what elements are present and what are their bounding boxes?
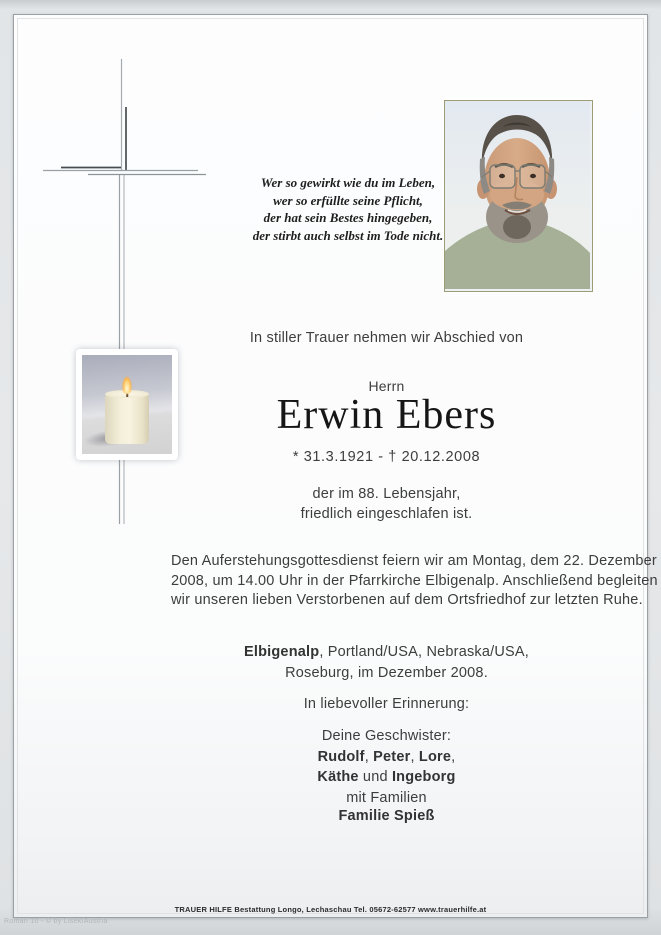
remembrance-line: In liebevoller Erinnerung: — [303, 696, 470, 712]
sibling-name: Ingeborg — [391, 769, 456, 785]
separator: , — [451, 748, 456, 765]
sibling-name: Käthe — [317, 769, 359, 785]
separator: , — [410, 748, 419, 765]
places-line: Roseburg, im Dezember 2008. — [285, 665, 488, 681]
verse-line: Wer so gewirkt wie du im Leben, — [260, 175, 436, 190]
age-block — [159, 484, 614, 524]
funeral-home-footer: TRAUER HILFE Bestattung Longo, Lechaschau Tel. 05672-62577 www.trauerhilfe.at — [174, 905, 487, 914]
place-bold: Elbigenalp — [243, 644, 320, 660]
places-block — [159, 642, 614, 684]
verse-line: der stirbt auch selbst im Tode nicht. — [252, 227, 444, 243]
siblings-line — [159, 747, 614, 768]
family-suffix: mit Familien — [346, 789, 427, 806]
sibling-name: Lore — [418, 748, 452, 765]
intro-line: In stiller Trauer nehmen wir Abschied von — [249, 330, 524, 346]
announcement-line: 2008, um 14.00 Uhr in der Pfarrkirche Elbigenalp. Anschließend begleiten — [171, 572, 658, 589]
place-rest: , Portland/USA, Nebraska/USA, — [319, 644, 530, 660]
service-announcement — [171, 552, 658, 611]
salutation: Herrn — [368, 378, 405, 394]
verse-line: wer so erfüllte seine Pflicht, — [273, 192, 423, 208]
obituary-card — [13, 14, 658, 918]
age-line: friedlich eingeschlafen ist. — [300, 506, 473, 522]
sibling-name: Peter — [373, 748, 411, 765]
deceased-name: Erwin Ebers — [276, 392, 497, 438]
family-intro: Deine Geschwister: — [321, 728, 452, 744]
print-credit: Roman 10 - © by Lisek/Austria — [4, 918, 108, 925]
separator: und — [358, 769, 392, 785]
birth-death-dates: * 31.3.1921 - † 20.12.2008 — [292, 449, 481, 465]
family-block — [159, 726, 614, 808]
sibling-name: Rudolf — [317, 748, 365, 765]
siblings-line — [159, 767, 614, 788]
candle-flame-icon — [123, 377, 132, 394]
family-spiess: Familie Spieß — [338, 808, 435, 824]
verse-line: der hat sein Bestes hingegeben, — [263, 210, 433, 225]
places-line — [159, 642, 614, 663]
announcement-line: Den Auferstehungsgottesdienst feiern wir am Montag, dem 22. Dezember — [171, 553, 657, 569]
announcement-line: wir unseren lieben Verstorbenen auf dem Ortsfriedhof zur letzten Ruhe. — [171, 592, 643, 608]
separator: , — [364, 748, 374, 765]
age-line: der im 88. Lebensjahr, — [312, 486, 461, 502]
candle-body — [105, 394, 149, 444]
memorial-verse — [218, 174, 478, 244]
